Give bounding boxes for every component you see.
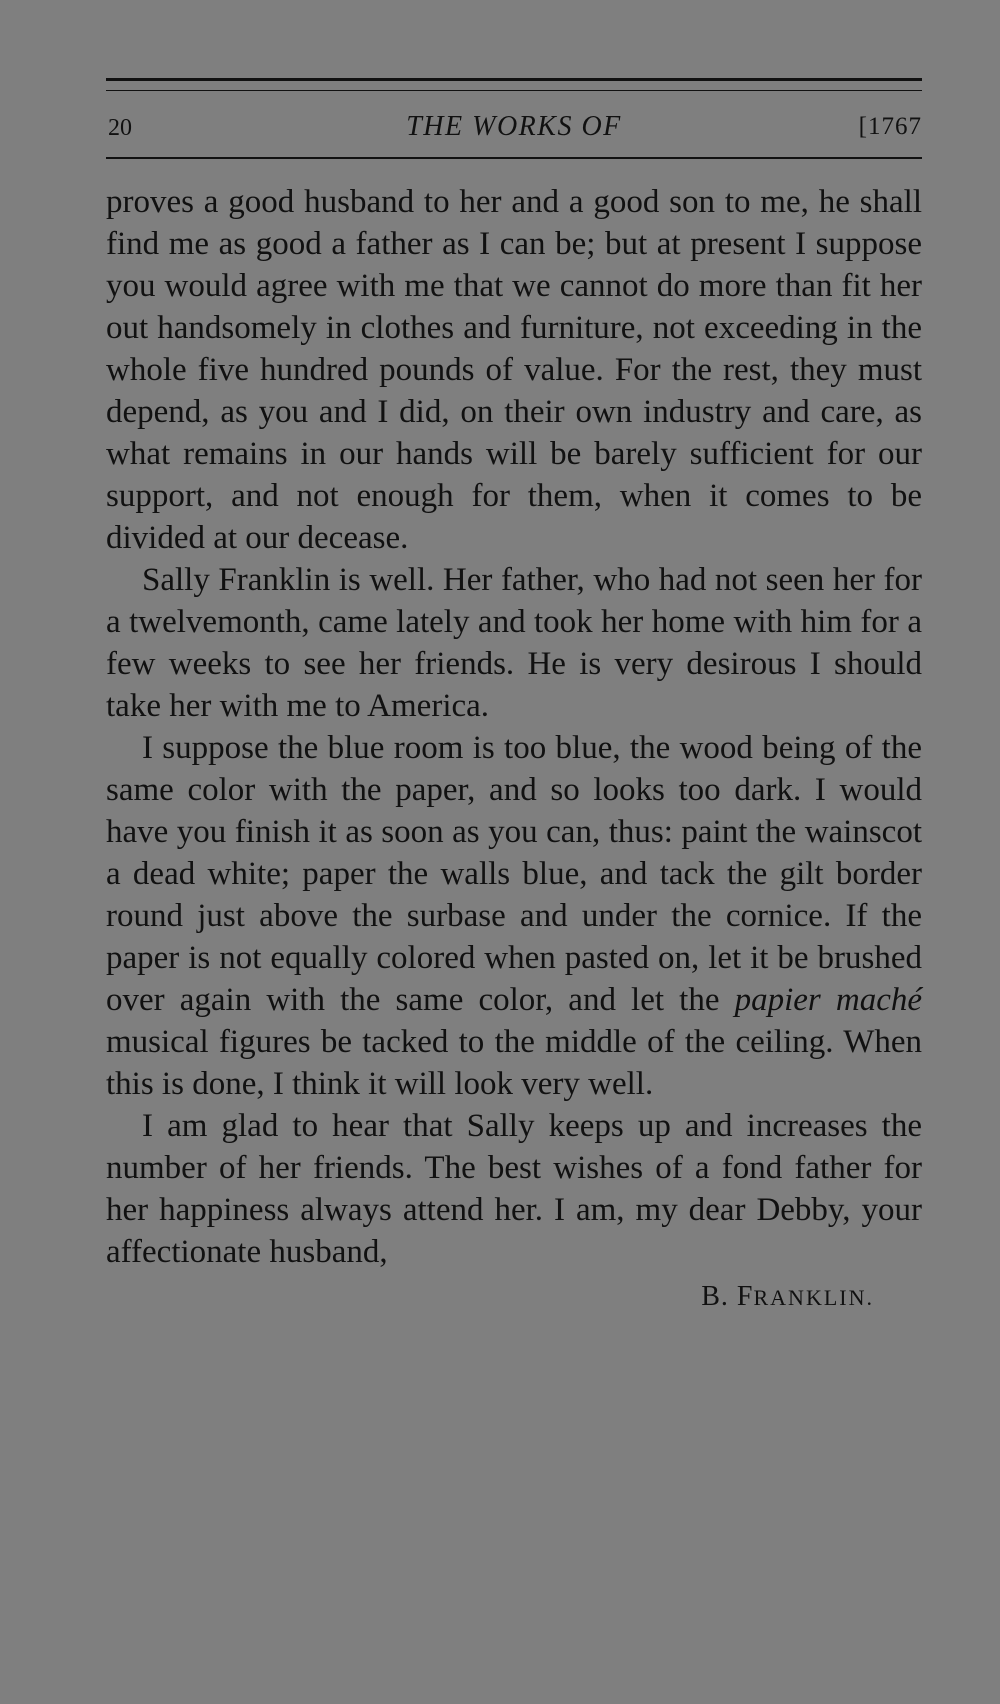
paragraph-2: Sally Franklin is well. Her father, who had not seen her for a twelvemonth, came lately and took her home with him for a few weeks to see her friends. He is very desirous I should take her with me to America.	[106, 562, 922, 724]
paragraph-4: I am glad to hear that Sally keeps up and increases the number of her friends. The best wishes of a fond father for her happiness always attend her. I am, my dear Debby, your affectionate husband,	[106, 1108, 922, 1270]
book-page	[106, 78, 922, 1318]
letter-body	[106, 181, 922, 1273]
page-number: 20	[108, 115, 132, 141]
running-year: [1767	[858, 113, 922, 140]
paragraph-3	[106, 727, 922, 1105]
paragraph-3-part-b: musical figures be tacked to the middle of the ceiling. When this is done, I think it will look very well.	[106, 1024, 922, 1102]
running-title: THE WORKS OF	[406, 111, 622, 142]
paragraph-3-italic: papier maché	[734, 982, 922, 1018]
running-head	[106, 111, 922, 151]
top-rule-thin	[106, 90, 922, 91]
signature-initial: B. F	[701, 1281, 754, 1312]
header-rule	[106, 157, 922, 159]
signature-rest: RANKLIN.	[753, 1285, 874, 1310]
signature	[106, 1277, 922, 1318]
top-rule	[106, 78, 922, 81]
paragraph-3-part-a: I suppose the blue room is too blue, the wood being of the same color with the paper, and so looks too dark. I would have you finish it as soon as you can, thus: paint the wainscot a dead white; paper the walls blue, and tack the gilt border round just above the surbase and under the cornice. If the paper is not equally colored when pasted on, let it be brushed over again with the same color, and let the	[106, 730, 922, 1018]
paragraph-1: proves a good husband to her and a good son to me, he shall find me as good a father as I can be; but at present I suppose you would agree with me that we cannot do more than fit her out handsomely in clothes and furniture, not exceeding in the whole five hundred pounds of value. For the rest, they must depend, as you and I did, on their own industry and care, as what remains in our hands will be barely sufficient for our support, and not enough for them, when it comes to be divided at our decease.	[106, 184, 922, 556]
